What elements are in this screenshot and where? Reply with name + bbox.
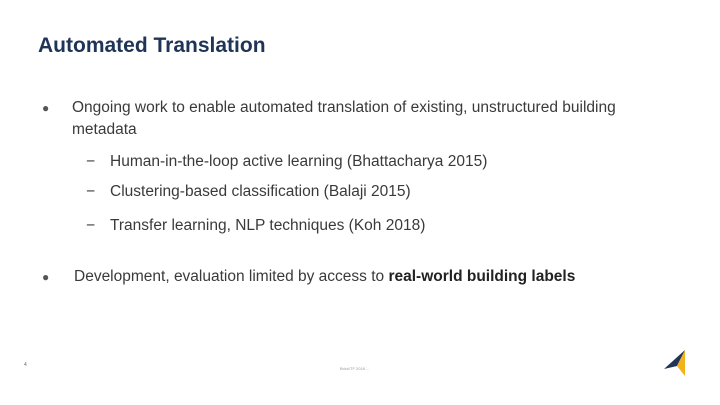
footer-text: Brick/TF 2018 ... (340, 366, 370, 371)
sub-bullet-marker: − (86, 153, 96, 170)
sub-bullet-item-3 (86, 216, 425, 236)
slide-title: Automated Translation (38, 34, 266, 57)
sub-bullet-text: Human-in-the-loop active learning (Bhattacharya 2015) (110, 153, 488, 170)
bullet-marker: ● (42, 270, 50, 284)
page-number: 4 (24, 362, 27, 368)
sub-bullet-marker: − (86, 217, 96, 234)
triangle-logo-icon (664, 350, 686, 376)
sub-bullet-text: Clustering-based classification (Balaji 2015) (110, 183, 411, 200)
bullet-text-regular: Development, evaluation limited by access to (74, 268, 389, 285)
bullet-item-1 (42, 97, 642, 141)
sub-bullet-item-1 (86, 152, 487, 172)
bullet-text-emphasis: real-world building labels (388, 268, 576, 285)
sub-bullet-text: Transfer learning, NLP techniques (Koh 2018) (110, 217, 426, 234)
bullet-text (74, 266, 682, 288)
bullet-item-2 (42, 266, 682, 288)
sub-bullet-item-2 (86, 182, 411, 202)
sub-bullet-marker: − (86, 183, 96, 200)
bullet-text: Ongoing work to enable automated translation of existing, unstructured building metadata (72, 99, 616, 138)
bullet-marker: ● (42, 101, 50, 115)
